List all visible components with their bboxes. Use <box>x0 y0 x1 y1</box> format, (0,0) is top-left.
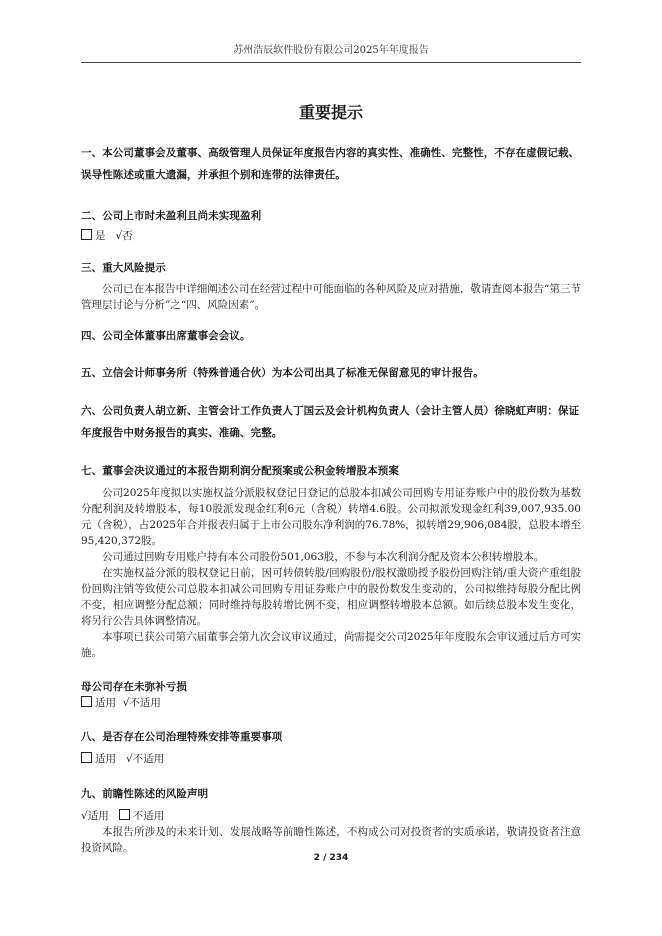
section-6-statement: 六、公司负责人胡立新、主管会计工作负责人丁国云及会计机构负责人（会计主管人员）徐晓虹声明：保证年度报告中财务报告的真实、准确、完整。 <box>81 405 580 439</box>
parent-loss-yes: 适用 <box>95 697 116 709</box>
header-divider <box>81 62 581 63</box>
section-9-body: 本报告所涉及的未来计划、发展战略等前瞻性陈述，不构成公司对投资者的实质承诺，敬请投资者注意投资风险。 <box>81 826 581 854</box>
page-number: 2 / 234 <box>313 853 349 863</box>
page-title: 重要提示 <box>298 103 363 122</box>
section-8-no: √不适用 <box>126 753 165 765</box>
section-7-paragraph-1: 公司2025年度拟以实施权益分派股权登记日登记的总股本扣减公司回购专用证券账户中的股份数为基数分配利润及转增股本，每10股派发现金红利6元（含税）转增4.6股。公司拟派发现金红利39,007,935.00元（含税），占2025年合并报表归属于上市公司股东净利润的76.78%，拟转增29,906,084股，总股本增至95,420,372股。 <box>81 487 581 547</box>
checkbox-unchecked-icon <box>81 752 92 763</box>
section-2-title: 二、公司上市时未盈利且尚未实现盈利 <box>81 210 262 222</box>
checkbox-unchecked-icon <box>81 229 92 240</box>
parent-loss-title: 母公司存在未弥补亏损 <box>81 681 187 693</box>
section-7-title: 七、董事会决议通过的本报告期利润分配预案或公积金转增股本预案 <box>81 465 399 477</box>
parent-loss-options <box>81 694 581 712</box>
section-3-title: 三、重大风险提示 <box>81 262 166 274</box>
section-9-no: 不适用 <box>132 810 165 822</box>
section-7-paragraph-2: 公司通过回购专用账户持有本公司股份501,063股，不参与本次利润分配及资本公积转增股本。 <box>102 551 545 563</box>
section-8-options <box>81 750 581 768</box>
report-header: 苏州浩辰软件股份有限公司2025年年度报告 <box>233 45 429 56</box>
section-4-statement: 四、公司全体董事出席董事会会议。 <box>81 330 251 342</box>
section-9-title: 九、前瞻性陈述的风险声明 <box>81 788 209 800</box>
section-2-options <box>81 227 581 245</box>
section-3-body: 公司已在本报告中详细阐述公司在经营过程中可能面临的各种风险及应对措施，敬请查阅本报告“第三节 管理层讨论与分析”之“四、风险因素”。 <box>81 283 581 311</box>
parent-loss-no: √不适用 <box>122 697 161 709</box>
section-5-statement: 五、立信会计师事务所（特殊普通合伙）为本公司出具了标准无保留意见的审计报告。 <box>81 367 484 379</box>
section-9-yes: √适用 <box>81 810 109 822</box>
checkbox-unchecked-icon <box>119 809 130 820</box>
section-9-options <box>81 807 581 825</box>
section-1-statement: 一、本公司董事会及董事、高级管理人员保证年度报告内容的真实性、准确性、完整性，不存在虚假记载、误导性陈述或重大遗漏，并承担个别和连带的法律责任。 <box>81 147 580 181</box>
section-7-paragraph-4: 本事项已获公司第六届董事会第九次会议审议通过，尚需提交公司2025年年度股东会审议通过后方可实施。 <box>81 631 581 659</box>
checkbox-unchecked-icon <box>81 696 92 707</box>
section-8-yes: 适用 <box>95 753 116 765</box>
section-8-title: 八、是否存在公司治理特殊安排等重要事项 <box>81 731 283 743</box>
section-2-yes: 是 <box>95 230 106 242</box>
section-2-no: √否 <box>115 230 133 242</box>
section-7-paragraph-3: 在实施权益分派的股权登记日前，因可转债转股/回购股份/股权激励授予股份回购注销/重大资产重组股份回购注销等致使公司总股本扣减公司回购专用证券账户中的股份数发生变动的，公司拟维持每股分配比例不变，相应调整分配总额；同时维持每股转增比例不变，相应调整转增股本总额。如后续总股本发生变化，将另行公告具体调整情况。 <box>81 567 581 627</box>
